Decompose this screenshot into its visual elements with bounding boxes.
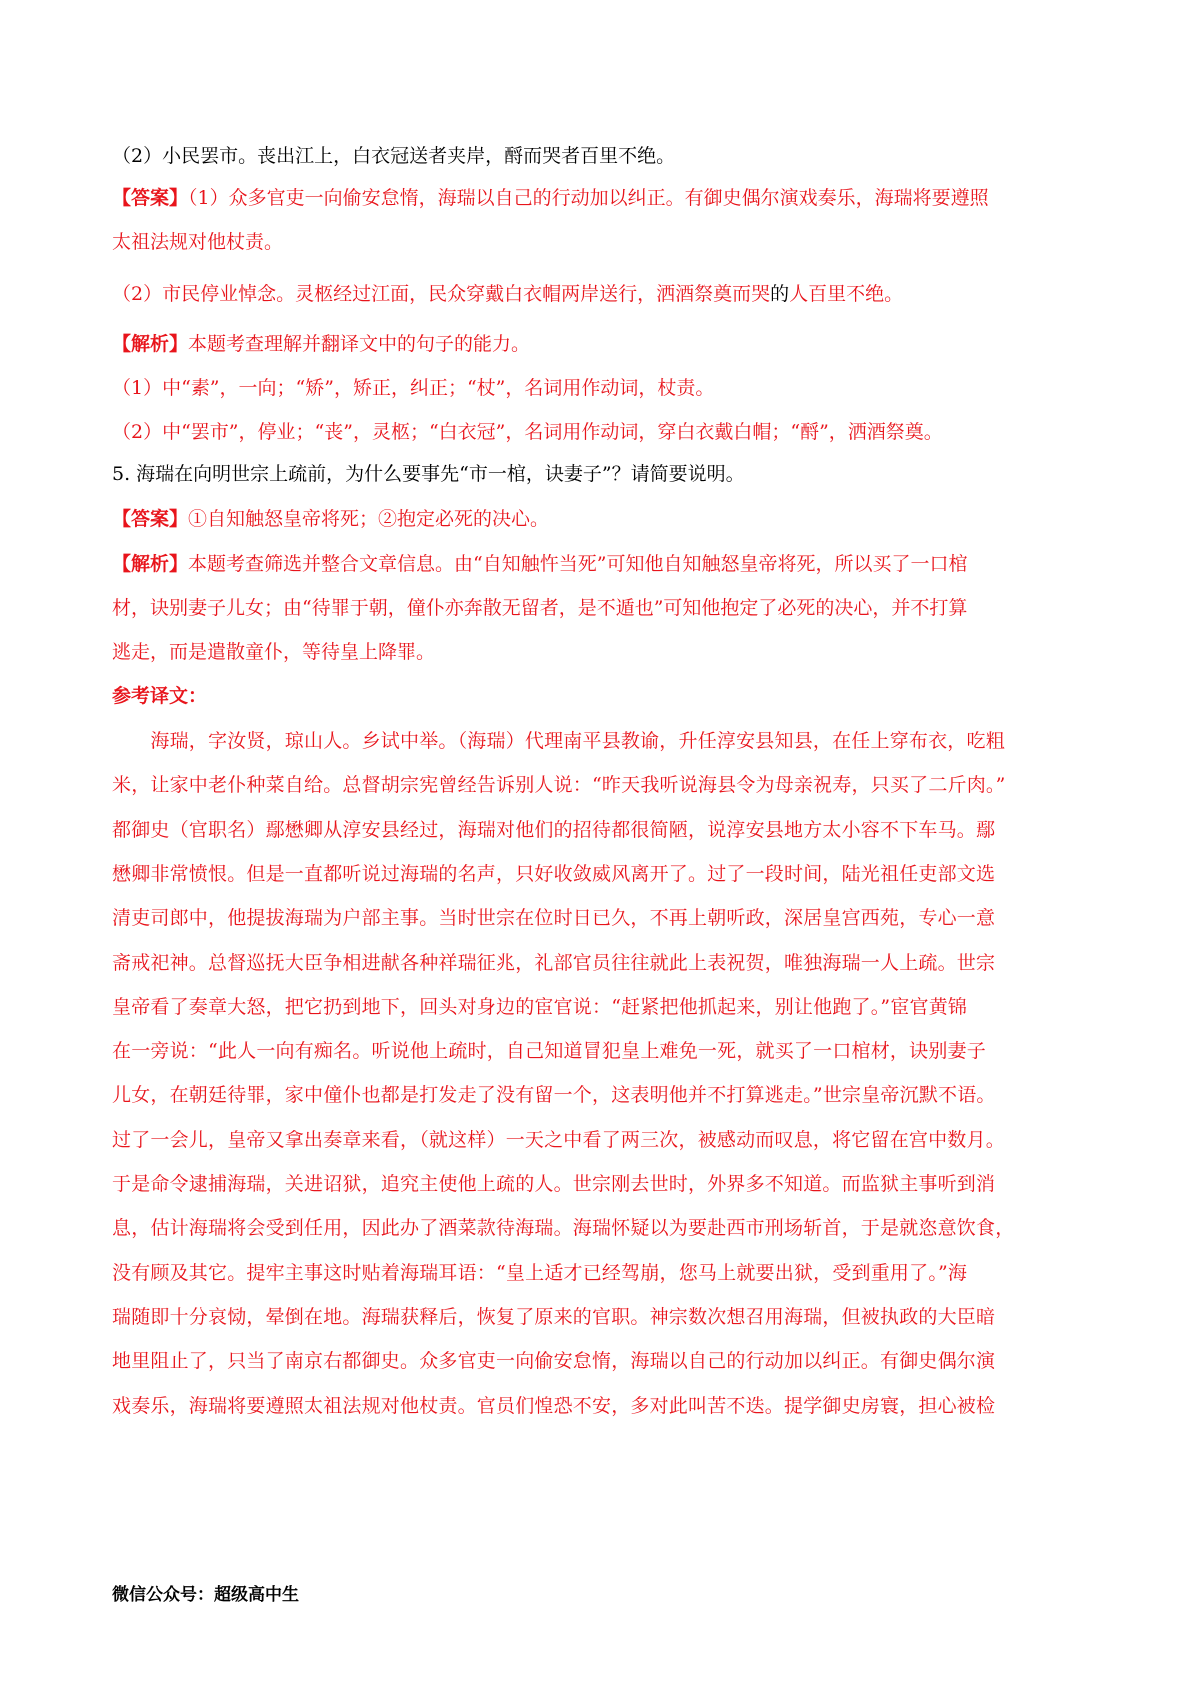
answer-4-item-2-tail: 人百里不绝。 bbox=[789, 283, 904, 305]
analysis-4-line-1 bbox=[112, 330, 1102, 358]
analysis-label: 【解析】 bbox=[112, 333, 189, 355]
answer-4-item-2-red: （2）市民停业悼念。灵柩经过江面，民众穿戴白衣帽两岸送行，洒酒祭奠而哭 bbox=[112, 283, 771, 305]
answer-4-text-1: （1）众多官吏一向偷安怠惰，海瑞以自己的行动加以纠正。有御史偶尔演戏奏乐，海瑞将要遵照 bbox=[188, 187, 989, 209]
translation-line: 儿女，在朝廷待罪，家中僮仆也都是打发走了没有留一个，这表明他并不打算逃走。”世宗皇帝沉默不语。 bbox=[112, 1084, 996, 1107]
answer-4-line-2: 太祖法规对他杖责。 bbox=[112, 231, 284, 253]
translation-heading: 参考译文： bbox=[112, 685, 208, 707]
analysis-5-line-1 bbox=[112, 550, 1102, 578]
translation-line: 于是命令逮捕海瑞，关进诏狱，追究主使他上疏的人。世宗刚去世时，外界多不知道。而监狱主事听到消 bbox=[112, 1173, 996, 1195]
analysis-5-line-2: 材，诀别妻子儿女；由“待罪于朝，僮仆亦奔散无留者，是不遁也”可知他抱定了必死的决心，并不打算 bbox=[112, 597, 968, 619]
answer-4-item-2 bbox=[112, 280, 1102, 308]
translation-line: 没有顾及其它。提牢主事这时贴着海瑞耳语：“皇上适才已经驾崩，您马上就要出狱，受到重用了。”海 bbox=[112, 1261, 968, 1284]
analysis-label-5: 【解析】 bbox=[112, 553, 189, 575]
translation-line: 地里阻止了，只当了南京右都御史。众多官吏一向偷安怠惰，海瑞以自己的行动加以纠正。有御史偶尔演 bbox=[112, 1350, 996, 1373]
analysis-4-line-3: （2）中“罢市”，停业；“丧”，灵柩；“白衣冠”，名词用作动词，穿白衣戴白帽；“酹”，洒酒祭奠。 bbox=[112, 421, 943, 443]
footer-wechat: 微信公众号：超级高中生 bbox=[112, 1585, 299, 1605]
answer-4-line-1 bbox=[112, 184, 1102, 212]
answer-5-text: ①自知触怒皇帝将死；②抱定必死的决心。 bbox=[188, 508, 550, 530]
analysis-4-line-2: （1）中“素”，一向；“矫”，矫正，纠正；“杖”，名词用作动词，杖责。 bbox=[112, 377, 715, 399]
analysis-4-text-1: 本题考查理解并翻译文中的句子的能力。 bbox=[188, 333, 531, 355]
translation-line: 戏奏乐，海瑞将要遵照太祖法规对他杖责。官员们惶恐不安，多对此叫苦不迭。提学御史房寰，担心被检 bbox=[112, 1394, 996, 1417]
answer-label-5: 【答案】 bbox=[112, 508, 189, 530]
translation-line: 都御史（官职名）鄢懋卿从淳安县经过，海瑞对他们的招待都很简陋，说淳安县地方太小容不下车马。鄢 bbox=[112, 818, 996, 841]
question-5: 5. 海瑞在向明世宗上疏前，为什么要事先“市一棺，诀妻子”？请简要说明。 bbox=[112, 463, 745, 485]
translation-line: 斋戒祀神。总督巡抚大臣争相进献各种祥瑞征兆，礼部官员往往就此上表祝贺，唯独海瑞一人上疏。世宗 bbox=[112, 951, 996, 974]
translation-line: 在一旁说：“此人一向有痴名。听说他上疏时，自己知道冒犯皇上难免一死，就买了一口棺材，诀别妻子 bbox=[112, 1040, 986, 1063]
translation-line: 海瑞，字汝贤，琼山人。乡试中举。（海瑞）代理南平县教谕，升任淳安县知县，在任上穿布衣，吃粗 bbox=[112, 730, 1005, 752]
translation-line: 过了一会儿，皇帝又拿出奏章来看，（就这样）一天之中看了两三次，被感动而叹息，将它留在宫中数月。 bbox=[112, 1128, 1005, 1151]
translation-line: 息，估计海瑞将会受到任用，因此办了酒菜款待海瑞。海瑞怀疑以为要赴西市刑场斩首，于是就恣意饮食， bbox=[112, 1217, 1015, 1240]
translation-line: 懋卿非常愤恨。但是一直都听说过海瑞的名声，只好收敛威风离开了。过了一段时间，陆光祖任吏部文选 bbox=[112, 862, 996, 885]
question-4-item-2: （2）小民罢市。丧出江上，白衣冠送者夹岸，酹而哭者百里不绝。 bbox=[112, 145, 676, 167]
translation-line: 米，让家中老仆种菜自给。总督胡宗宪曾经告诉别人说：“昨天我听说海县令为母亲祝寿，只买了二斤肉。” bbox=[112, 774, 1006, 797]
analysis-5-line-3: 逃走，而是遣散童仆，等待皇上降罪。 bbox=[112, 641, 436, 663]
translation-line: 清吏司郎中，他提拔海瑞为户部主事。当时世宗在位时日已久，不再上朝听政，深居皇宫西苑，专心一意 bbox=[112, 907, 996, 930]
answer-5 bbox=[112, 505, 1102, 533]
translation-line: 瑞随即十分哀恸，晕倒在地。海瑞获释后，恢复了原来的官职。神宗数次想召用海瑞，但被执政的大臣暗 bbox=[112, 1305, 996, 1328]
answer-label: 【答案】 bbox=[112, 187, 189, 209]
translation-line: 皇帝看了奏章大怒，把它扔到地下，回头对身边的宦官说：“赶紧把他抓起来，别让他跑了。”宦官黄锦 bbox=[112, 995, 968, 1018]
analysis-5-text-1: 本题考查筛选并整合文章信息。由“自知触忤当死”可知他自知触怒皇帝将死，所以买了一口棺 bbox=[188, 553, 968, 575]
answer-4-item-2-black: 的 bbox=[770, 283, 790, 305]
